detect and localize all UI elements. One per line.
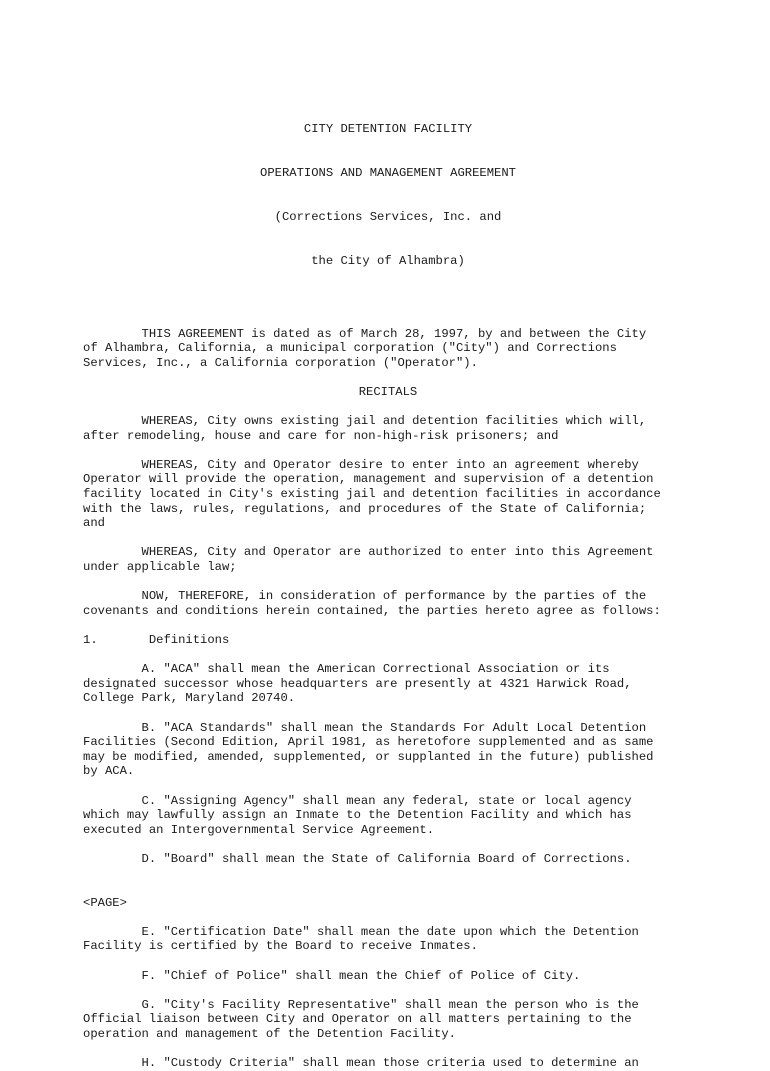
document-title xyxy=(83,93,693,297)
whereas-paragraph-2: WHEREAS, City and Operator desire to enter into an agreement whereby Operator will provide the operation, management and supervision of a detention facility located in City's existing jail and detention facilities in accordance with the laws, rules, regulations, and procedures of the State of California; and xyxy=(83,457,661,531)
definition-f: F. "Chief of Police" shall mean the Chief of Police of City. xyxy=(83,968,581,983)
title-line-4: the City of Alhambra) xyxy=(311,253,465,268)
definition-a: A. "ACA" shall mean the American Correctional Association or its designated successor whose headquarters are presently at 4321 Harwick Road, College Park, Maryland 20740. xyxy=(83,662,632,706)
intro-paragraph: THIS AGREEMENT is dated as of March 28, 1997, by and between the City of Alhambra, California, a municipal corporation ("City") and Corrections Services, Inc., a California corporation ("Operator"). xyxy=(83,326,647,370)
definition-g: G. "City's Facility Representative" shall mean the person who is the Official liaison between City and Operator on all matters pertaining to the operation and management of the Detention Facility. xyxy=(83,997,639,1041)
definition-h: H. "Custody Criteria" shall mean those criteria used to determine an xyxy=(83,1056,639,1071)
definition-b: B. "ACA Standards" shall mean the Standards For Adult Local Detention Facilities (Second Edition, April 1981, as heretofore supplemented and as same may be modified, amended, supplemented, or supplanted in the future) published by ACA. xyxy=(83,720,654,779)
title-line-3: (Corrections Services, Inc. and xyxy=(274,209,502,224)
whereas-paragraph-1: WHEREAS, City owns existing jail and detention facilities which will, after remodeling, house and care for non-high-risk prisoners; and xyxy=(83,414,647,443)
document-page xyxy=(83,93,693,1071)
definition-e: E. "Certification Date" shall mean the date upon which the Detention Facility is certified by the Board to receive Inmates. xyxy=(83,924,639,954)
whereas-paragraph-3: WHEREAS, City and Operator are authorized to enter into this Agreement under applicable law; xyxy=(83,545,654,574)
section-1-heading: 1. Definitions xyxy=(83,632,230,647)
page-marker: <PAGE> xyxy=(83,895,127,910)
title-line-2: OPERATIONS AND MANAGEMENT AGREEMENT xyxy=(260,165,516,180)
title-line-1: CITY DETENTION FACILITY xyxy=(303,122,473,137)
recitals-heading: RECITALS xyxy=(358,384,418,399)
definition-c: C. "Assigning Agency" shall mean any federal, state or local agency which may lawfully assign an Inmate to the Detention Facility and which has executed an Intergovernmental Service Agreement. xyxy=(83,793,632,837)
now-therefore-paragraph: NOW, THEREFORE, in consideration of performance by the parties of the covenants and conditions herein contained, the parties hereto agree as follows: xyxy=(83,589,661,618)
definition-d: D. "Board" shall mean the State of California Board of Corrections. xyxy=(83,851,632,866)
